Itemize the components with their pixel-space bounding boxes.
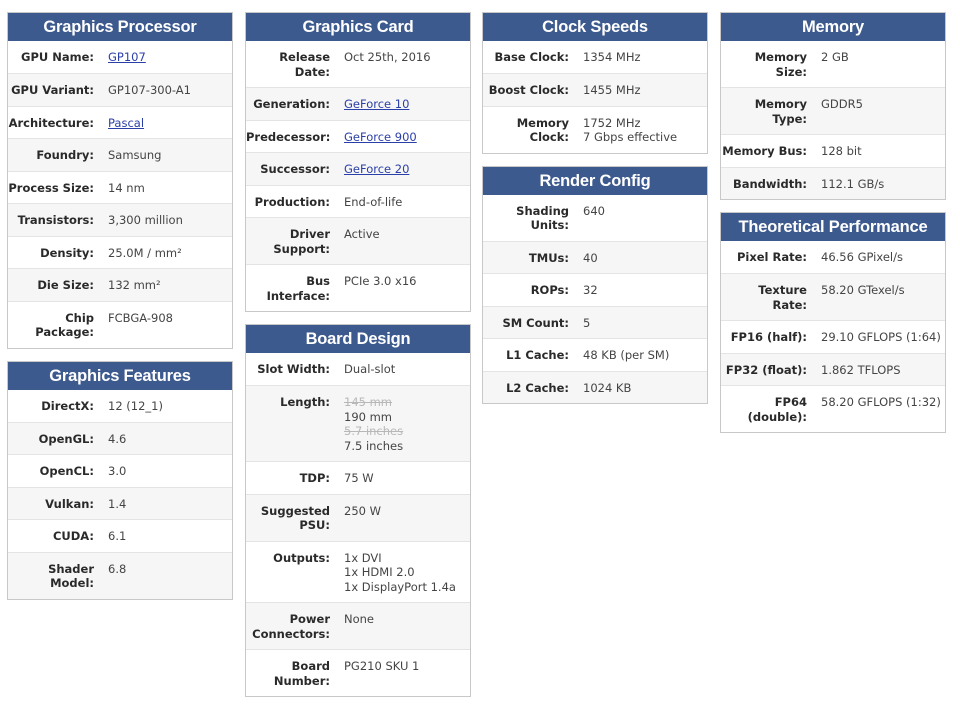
spec-label: Vulkan: [45, 496, 94, 511]
spec-value [583, 83, 707, 98]
spec-value-text: Active [344, 227, 380, 241]
spec-label: Shader Model: [48, 561, 94, 590]
spec-row [8, 301, 232, 348]
spec-value-text: 2 GB [821, 50, 849, 64]
spec-row [8, 138, 232, 171]
spec-value-text: FCBGA-908 [108, 310, 173, 325]
spec-row [721, 167, 945, 200]
spec-row [483, 338, 707, 371]
spec-value-text: 29.10 GFLOPS (1:64) [821, 330, 941, 344]
spec-value-text: 75 W [344, 471, 374, 485]
spec-label: Successor: [260, 162, 330, 176]
spec-row [246, 185, 470, 218]
spec-row [8, 519, 232, 552]
spec-value-text: 14 nm [108, 180, 145, 195]
spec-row [246, 649, 470, 696]
spec-label: Density: [40, 245, 94, 260]
spec-row [246, 494, 470, 541]
spec-value [821, 250, 945, 265]
spec-row [246, 264, 470, 311]
spec-value-text: 58.20 GTexel/s [821, 283, 905, 297]
spec-value-text: 6.1 [108, 529, 127, 543]
panel-graphics-features [7, 361, 233, 600]
spec-row [483, 371, 707, 404]
spec-label: Suggested PSU: [260, 503, 330, 532]
spec-value-line: 1x DVI [344, 550, 382, 565]
spec-value [108, 562, 232, 591]
spec-label: CUDA: [52, 529, 94, 543]
spec-label: Memory Size: [754, 50, 807, 79]
spec-value-line: 7.5 inches [344, 438, 404, 453]
spec-value-text: 3,300 million [108, 213, 183, 227]
spec-value [821, 50, 945, 79]
spec-row [721, 41, 945, 87]
spec-value-line: 1752 MHz [583, 115, 641, 130]
spec-value [108, 246, 232, 261]
spec-value [108, 181, 232, 196]
spec-value-text: 4.6 [108, 431, 127, 446]
panel-title: Render Config [483, 167, 707, 195]
spec-row [721, 353, 945, 386]
spec-value-text: 58.20 GFLOPS (1:32) [821, 395, 941, 409]
spec-value [821, 283, 945, 312]
spec-label: Release Date: [279, 50, 330, 79]
spec-row [8, 422, 232, 455]
panel-title: Memory [721, 13, 945, 41]
spec-value [108, 399, 232, 414]
panel-title: Graphics Features [8, 362, 232, 390]
spec-label: Memory Type: [754, 97, 807, 126]
spec-value-struck: 145 mm [344, 395, 393, 409]
spec-value-text: Samsung [108, 148, 162, 162]
spec-row [8, 106, 232, 139]
spec-value-text: End-of-life [344, 194, 403, 209]
spec-value-line: 1x HDMI 2.0 [344, 565, 415, 579]
spec-row [8, 487, 232, 520]
spec-row [483, 106, 707, 153]
spec-value [583, 283, 707, 298]
spec-value [821, 97, 945, 126]
spec-value-text: 112.1 GB/s [821, 176, 885, 191]
spec-value [821, 363, 945, 378]
spec-label: DirectX: [41, 398, 94, 413]
spec-value-text: Oct 25th, 2016 [344, 50, 431, 64]
spec-list [483, 41, 707, 153]
spec-value [583, 316, 707, 331]
spec-label: OpenGL: [38, 431, 94, 446]
spec-label: SM Count: [502, 315, 569, 330]
column-2 [245, 12, 471, 709]
spec-label: Shading Units: [516, 203, 569, 232]
spec-value [108, 83, 232, 98]
spec-row [8, 73, 232, 106]
spec-label: Bandwidth: [732, 176, 807, 191]
spec-value [108, 278, 232, 293]
panel-title: Clock Speeds [483, 13, 707, 41]
spec-value-text: 40 [583, 250, 598, 265]
spec-label: Base Clock: [494, 50, 569, 64]
spec-label: TMUs: [528, 250, 569, 265]
spec-row [721, 241, 945, 273]
spec-label: Memory Clock: [516, 115, 569, 144]
spec-row [246, 353, 470, 385]
spec-value-text: 6.8 [108, 561, 127, 576]
spec-value [108, 148, 232, 163]
spec-list [8, 41, 232, 348]
spec-row [246, 461, 470, 494]
spec-value-text: 1455 MHz [583, 83, 641, 97]
spec-label: FP64 (double): [747, 395, 807, 424]
spec-value-line: 7 Gbps effective [583, 130, 678, 144]
spec-row [721, 134, 945, 167]
spec-value [344, 551, 470, 595]
spec-value-text: 25.0M / mm² [108, 245, 182, 260]
spec-link[interactable]: Pascal [108, 115, 145, 130]
spec-value-text: 1.862 TFLOPS [821, 362, 901, 377]
spec-value-text: 1024 KB [583, 380, 632, 395]
spec-label: Boost Clock: [488, 83, 569, 97]
spec-row [721, 320, 945, 353]
spec-row [721, 87, 945, 134]
spec-label: Slot Width: [257, 362, 330, 376]
spec-label: TDP: [299, 471, 330, 485]
spec-row [246, 41, 470, 87]
spec-list [721, 41, 945, 199]
spec-label: Outputs: [273, 550, 330, 565]
spec-value-text: PG210 SKU 1 [344, 659, 420, 673]
spec-value [821, 395, 945, 424]
spec-value-text: None [344, 612, 375, 626]
spec-row [8, 171, 232, 204]
spec-value [821, 330, 945, 345]
panel-graphics-card [245, 12, 471, 312]
spec-row [483, 241, 707, 274]
spec-value-text: 128 bit [821, 144, 862, 158]
spec-value [344, 471, 470, 486]
spec-link[interactable]: GeForce 900 [344, 129, 417, 144]
spec-row [8, 552, 232, 599]
spec-label: Transistors: [17, 213, 94, 227]
spec-value [344, 130, 470, 145]
spec-row [8, 390, 232, 422]
spec-value [344, 504, 470, 533]
spec-value [821, 144, 945, 159]
spec-value-struck: 5.7 inches [344, 424, 404, 438]
spec-label: FP16 (half): [730, 330, 807, 344]
spec-value [108, 432, 232, 447]
spec-label: ROPs: [530, 283, 569, 297]
spec-value [583, 251, 707, 266]
spec-row [483, 306, 707, 339]
panel-render-config [482, 166, 708, 405]
spec-value [344, 659, 470, 688]
spec-label: GPU Name: [21, 50, 94, 64]
spec-label: Predecessor: [246, 129, 331, 144]
spec-value-text: Dual-slot [344, 362, 396, 376]
spec-value-text: 1354 MHz [583, 50, 641, 64]
spec-row [721, 273, 945, 320]
column-1 [7, 12, 233, 612]
spec-value [583, 50, 707, 65]
spec-value [344, 162, 470, 177]
spec-value [583, 204, 707, 233]
spec-value [344, 395, 470, 453]
spec-list [246, 353, 470, 696]
spec-value-text: 32 [583, 283, 598, 297]
spec-value [344, 97, 470, 112]
spec-label: L2 Cache: [506, 380, 569, 395]
spec-label: Architecture: [8, 115, 94, 130]
spec-value-text: 12 (12_1) [108, 398, 163, 413]
spec-value-text: 46.56 GPixel/s [821, 250, 903, 264]
spec-value-text: 640 [583, 203, 605, 218]
spec-value [108, 311, 232, 340]
panel-graphics-processor [7, 12, 233, 349]
spec-link[interactable]: GeForce 10 [344, 97, 410, 111]
spec-value [583, 116, 707, 145]
spec-value-text: 3.0 [108, 464, 127, 478]
spec-value-text: 250 W [344, 503, 381, 518]
spec-label: Generation: [253, 97, 330, 111]
spec-label: Power Connectors: [252, 612, 330, 641]
panel-theoretical-performance [720, 212, 946, 433]
spec-label: Production: [254, 194, 330, 209]
spec-link[interactable]: GP107 [108, 50, 146, 64]
spec-value-text: 132 mm² [108, 278, 161, 292]
spec-list [8, 390, 232, 599]
spec-label: Process Size: [8, 180, 94, 195]
spec-value [108, 529, 232, 544]
spec-label: Pixel Rate: [736, 250, 807, 264]
spec-row [483, 41, 707, 73]
spec-label: GPU Variant: [11, 83, 94, 97]
spec-value [344, 274, 470, 303]
spec-value-text: 5 [583, 315, 591, 330]
spec-value [108, 116, 232, 131]
spec-value [344, 227, 470, 256]
spec-row [721, 385, 945, 432]
panel-title: Graphics Processor [8, 13, 232, 41]
spec-row [8, 454, 232, 487]
spec-row [246, 152, 470, 185]
spec-row [483, 73, 707, 106]
spec-label: Bus Interface: [266, 274, 330, 303]
spec-value [344, 362, 470, 377]
spec-row [8, 203, 232, 236]
column-3 [482, 12, 708, 416]
spec-row [246, 541, 470, 603]
spec-value-text: PCIe 3.0 x16 [344, 274, 417, 288]
spec-value [344, 195, 470, 210]
spec-label: Die Size: [37, 278, 94, 292]
spec-list [246, 41, 470, 311]
spec-label: OpenCL: [39, 464, 94, 478]
panel-memory [720, 12, 946, 200]
spec-value-text: 1.4 [108, 496, 127, 511]
spec-list [721, 241, 945, 432]
spec-value [583, 381, 707, 396]
spec-value [344, 50, 470, 79]
panel-clock-speeds [482, 12, 708, 154]
spec-row [483, 195, 707, 241]
spec-value [108, 213, 232, 228]
spec-label: Chip Package: [35, 310, 94, 339]
spec-value [344, 612, 470, 641]
spec-list [483, 195, 707, 404]
panel-title: Board Design [246, 325, 470, 353]
spec-row [246, 217, 470, 264]
spec-value-text: GDDR5 [821, 97, 863, 111]
spec-row [8, 41, 232, 73]
spec-row [8, 236, 232, 269]
spec-value [108, 464, 232, 479]
spec-row [483, 273, 707, 306]
spec-row [246, 385, 470, 461]
spec-label: Foundry: [36, 148, 94, 162]
spec-label: FP32 (float): [725, 362, 807, 377]
spec-value-line: 190 mm [344, 409, 393, 424]
spec-label: Memory Bus: [722, 144, 807, 158]
spec-value [583, 348, 707, 363]
spec-link[interactable]: GeForce 20 [344, 162, 410, 176]
spec-value-text: GP107-300-A1 [108, 83, 191, 97]
panel-title: Theoretical Performance [721, 213, 945, 241]
spec-value [108, 50, 232, 65]
spec-value-line: 1x DisplayPort 1.4a [344, 579, 456, 594]
column-4 [720, 12, 946, 445]
spec-row [8, 268, 232, 301]
spec-label: Driver Support: [273, 227, 330, 256]
spec-label: Length: [280, 395, 330, 409]
panel-title: Graphics Card [246, 13, 470, 41]
spec-value [108, 497, 232, 512]
spec-value-text: 48 KB (per SM) [583, 348, 670, 362]
spec-row [246, 602, 470, 649]
spec-row [246, 87, 470, 120]
spec-row [246, 120, 470, 153]
spec-label: Texture Rate: [758, 283, 807, 312]
spec-label: Board Number: [273, 659, 330, 688]
spec-label: L1 Cache: [506, 348, 569, 362]
spec-value [821, 177, 945, 192]
panel-board-design [245, 324, 471, 697]
